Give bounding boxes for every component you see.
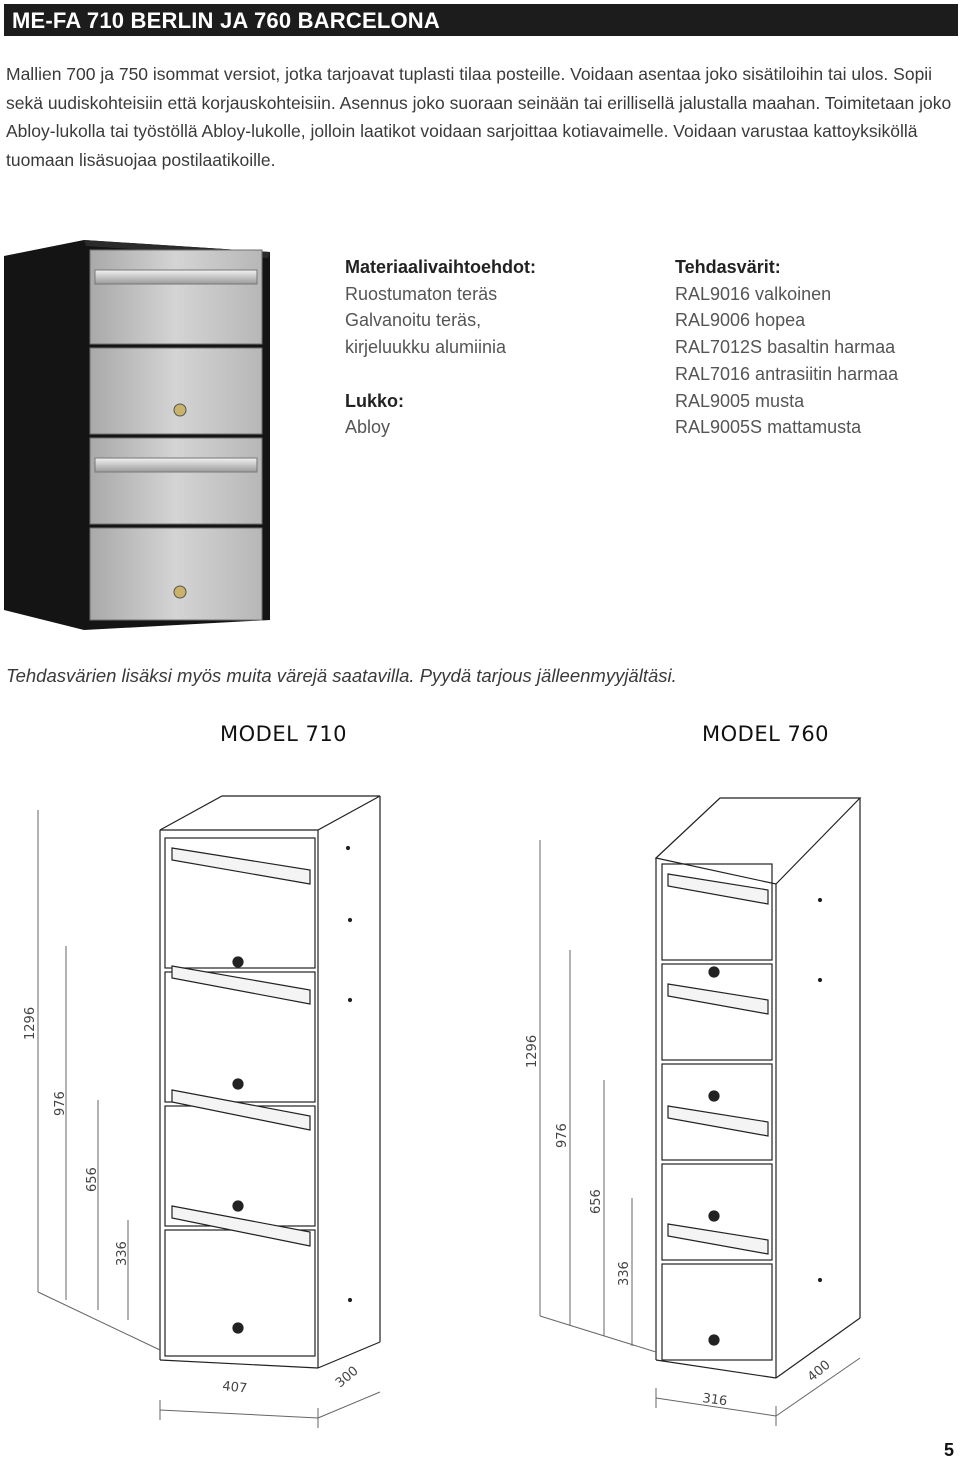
- dim-760-width: 316: [701, 1391, 729, 1410]
- model-760-label: MODEL 760: [702, 722, 830, 746]
- colors-block: [675, 254, 898, 441]
- dim-710-depth: 300: [332, 1363, 362, 1392]
- page-title: ME-FA 710 BERLIN JA 760 BARCELONA: [12, 8, 440, 33]
- dim-710-336: 336: [115, 1241, 130, 1266]
- door-1: [90, 250, 262, 344]
- color-item: RAL9006 hopea: [675, 310, 806, 331]
- dim-710-656: 656: [85, 1167, 100, 1192]
- model-710-label: MODEL 710: [220, 722, 348, 746]
- materials-block: [345, 254, 536, 441]
- page-number: 5: [943, 1440, 954, 1460]
- title-bar: [4, 4, 958, 36]
- lock-heading: Lukko:: [345, 390, 405, 411]
- lock-value: Abloy: [345, 417, 391, 438]
- availability-note: Tehdasvärien lisäksi myös muita värejä saatavilla. Pyydä tarjous jälleenmyyjältäsi.: [6, 665, 677, 686]
- material-item: Ruostumaton teräs: [345, 283, 498, 304]
- dim-760-1296: 1296: [525, 1034, 540, 1068]
- dim-760-976: 976: [555, 1123, 570, 1148]
- material-item: kirjeluukku alumiinia: [345, 337, 507, 358]
- technical-drawings: [0, 760, 960, 1440]
- door-2: [90, 348, 262, 434]
- material-item: Galvanoitu teräs,: [345, 310, 482, 331]
- colors-heading: Tehdasvärit:: [675, 257, 781, 277]
- dim-760-656: 656: [589, 1189, 604, 1214]
- dim-710-width: 407: [221, 1379, 248, 1397]
- dim-710-1296: 1296: [23, 1006, 38, 1040]
- mailbox-product-photo: [0, 238, 272, 630]
- color-item: RAL9005S mattamusta: [675, 417, 862, 438]
- intro-paragraph: Mallien 700 ja 750 isommat versiot, jotka tarjoavat tuplasti tilaa posteille. Voidaan asentaa joko sisätiloihin tai ulos. Sopii sekä uudiskohteisiin että korjauskohteisiin. Asennus joko suoraan seinään tai erillisellä jalustalla maahan. Toimitetaan joko Abloy-lukolla tai työstöllä Abloy-lukolle, jolloin laatikot voidaan sarjoittaa kotiavaimelle. Voidaan varustaa kattoyksiköllä tuomaan lisäsuojaa postilaatikoille.: [6, 64, 952, 170]
- dim-760-336: 336: [617, 1261, 632, 1286]
- door-4: [90, 528, 262, 620]
- color-item: RAL9016 valkoinen: [675, 283, 832, 304]
- color-item: RAL9005 musta: [675, 390, 805, 411]
- dim-710-976: 976: [53, 1091, 68, 1116]
- model-710-drawing: [38, 760, 380, 1428]
- color-item: RAL7012S basaltin harmaa: [675, 337, 896, 358]
- door-3: [90, 438, 262, 524]
- materials-heading: Materiaalivaihtoehdot:: [345, 257, 537, 277]
- dim-760-depth: 400: [804, 1357, 834, 1386]
- model-760-drawing: [540, 798, 860, 1426]
- color-item: RAL7016 antrasiitin harmaa: [675, 363, 899, 384]
